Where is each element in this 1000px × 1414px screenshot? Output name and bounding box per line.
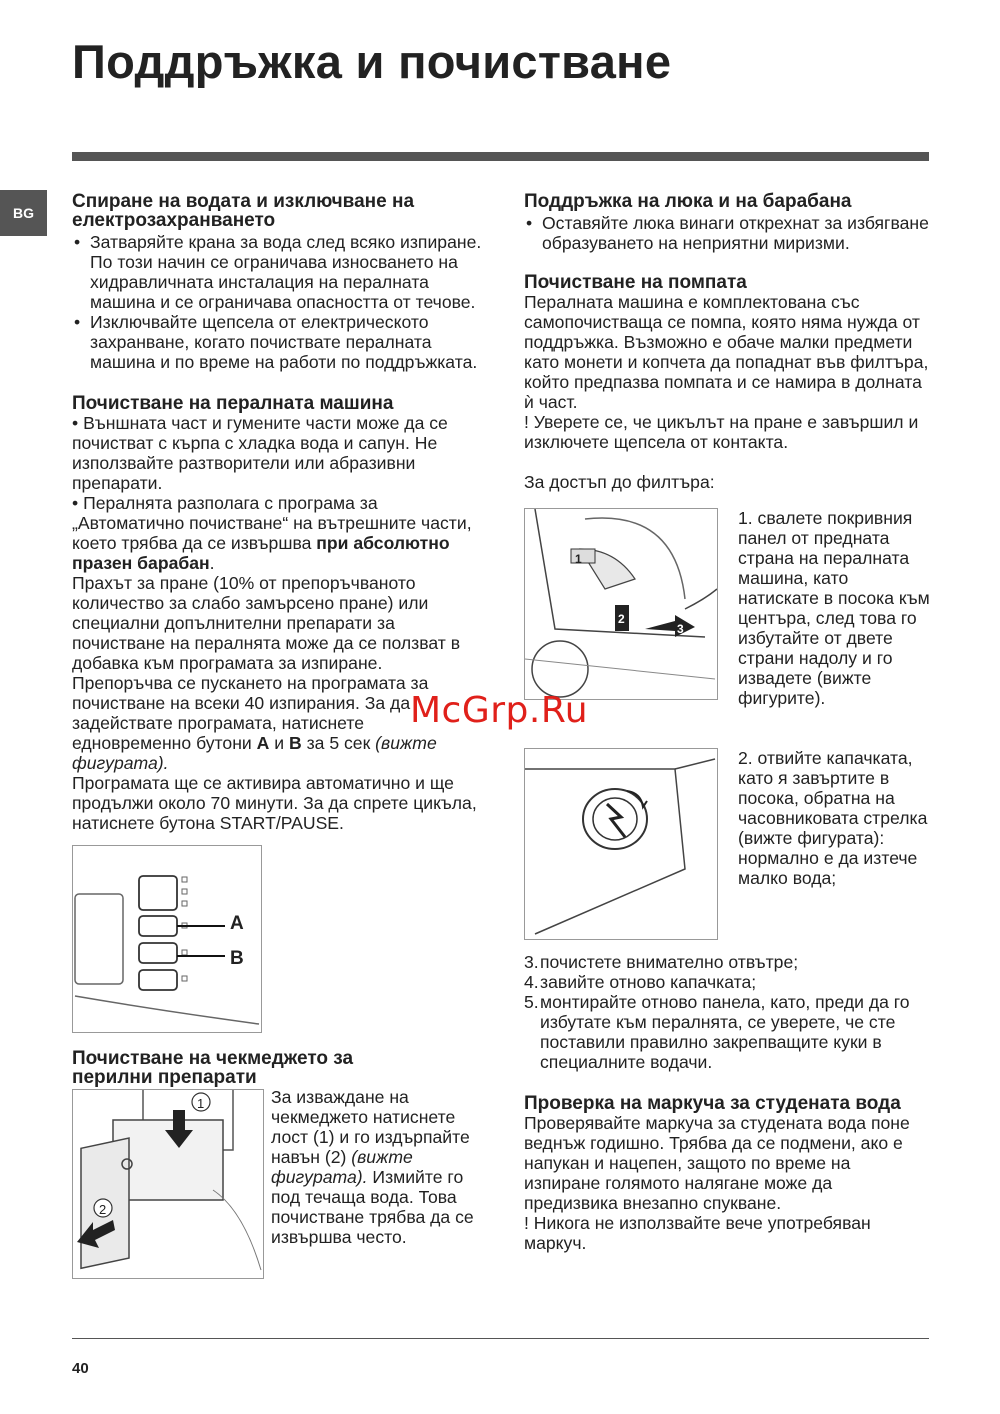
title-divider bbox=[72, 152, 929, 161]
footer-divider bbox=[72, 1338, 929, 1339]
language-tab: BG bbox=[0, 190, 47, 236]
panel-step-1: 1 bbox=[575, 552, 582, 566]
list-item: • Оставяйте люка винаги открехнат за избягване образуването на неприятни миризми. bbox=[524, 213, 930, 253]
list-item: • Изключвайте щепсела от електрическото захранване, когато почиствате пералната машина и по време на работи по поддръжката. bbox=[72, 312, 482, 372]
section-heading-door-drum: Поддръжка на люка и на барабана bbox=[524, 191, 852, 212]
paragraph-text: за 5 сек bbox=[306, 733, 371, 753]
label-b: B bbox=[230, 948, 244, 969]
pump-steps-list bbox=[524, 952, 930, 1072]
list-text: почистете внимателно отвътре; bbox=[540, 952, 799, 972]
control-panel-figure bbox=[72, 845, 262, 1033]
conjunction: и bbox=[274, 733, 285, 753]
list-number: 5. bbox=[524, 992, 539, 1012]
emphasis-text: при абсолютно празен барабан bbox=[72, 533, 450, 573]
list-text: монтирайте отново панела, като, преди да го избутате към пералнята, се уверете, че сте поставили правилно закрепващите куки в специалните водачи. bbox=[540, 992, 910, 1072]
list-item bbox=[524, 972, 930, 992]
list-item bbox=[524, 952, 930, 972]
filter-cap-figure bbox=[524, 748, 718, 940]
paragraph: ! Никога не използвайте вече употребяван маркуч. bbox=[524, 1213, 871, 1253]
list-item bbox=[524, 992, 930, 1072]
drawer-block bbox=[72, 1087, 482, 1287]
panel-removal-illustration bbox=[525, 509, 717, 699]
drawer-illustration bbox=[73, 1090, 263, 1278]
bullet-text: Пералнята разполага с програма за „Автоматично почистване“ на вътрешните части, което трябва да се извършва bbox=[72, 493, 472, 553]
panel-step-3: 3 bbox=[677, 622, 684, 636]
button-a-ref: A bbox=[256, 733, 270, 753]
section-heading-machine-cleaning: Почистване на пералната машина bbox=[72, 393, 394, 414]
figure-reference: (вижте фигурата). bbox=[72, 733, 437, 773]
paragraph: Пералната машина е комплектована със самопочистваща се помпа, която няма нужда от поддръжка. Възможно е обаче малки предмети като монети и копчета да попаднат във филтъра, който предпазва помпата и се намира в долната ѝ част. bbox=[524, 292, 929, 412]
panel-removal-figure bbox=[524, 508, 718, 700]
section-heading-detergent-drawer: Почистване на чекмеджето за перилни препарати bbox=[72, 1048, 354, 1088]
list-text: завийте отново капачката; bbox=[540, 972, 757, 992]
control-panel-illustration bbox=[73, 846, 261, 1032]
paragraph: Програмата ще се активира автоматично и ще продължи около 70 минути. За да спрете цикъла, натиснете бутона START/PAUSE. bbox=[72, 773, 477, 833]
bullet-text: Външната част и гумените части може да се почистват с кърпа с хладка вода и сапун. Не използвайте разтворители или абразивни препарати. bbox=[72, 413, 448, 493]
figure-reference: (вижте фигурата). bbox=[271, 1147, 413, 1187]
drawer-step-2: 2 bbox=[99, 1202, 107, 1217]
pump-step-2: 2. отвийте капачката, като я завъртите в посока, обратна на часовниковата стрелка (вижте фигурата): нормално е да изтече малко вода; bbox=[738, 748, 928, 888]
label-a: A bbox=[230, 913, 244, 934]
left-column bbox=[72, 192, 482, 1287]
paragraph-text: За изваждане на чекмеджето натиснете лост (1) и го издърпайте навън (2) bbox=[271, 1087, 470, 1167]
paragraph: • Външната част и гумените части може да се почистват с кърпа с хладка вода и сапун. Не използвайте разтворители или абразивни препарати. bbox=[72, 413, 448, 493]
page-number: 40 bbox=[72, 1360, 89, 1377]
paragraph: ! Уверете се, че цикълът на пране е завършил и изключете щепсела от контакта. bbox=[524, 412, 919, 452]
water-power-list bbox=[72, 232, 482, 372]
drawer-figure bbox=[72, 1089, 264, 1279]
watermark: McGrp.Ru bbox=[410, 690, 589, 731]
page-title: Поддръжка и почистване bbox=[72, 35, 672, 88]
door-drum-list bbox=[524, 213, 930, 253]
button-b-ref: B bbox=[288, 733, 302, 753]
panel-step-2: 2 bbox=[618, 612, 625, 626]
pump-step-1: 1. свалете покривния панел от предната страна на пералната машина, като натискате в посока към центъра, след това го избутайте от двете страни надолу и го извадете (вижте фигурите). bbox=[738, 508, 930, 708]
list-number: 3. bbox=[524, 952, 539, 972]
paragraph: За достъп до филтъра: bbox=[524, 472, 715, 492]
section-heading-pump: Почистване на помпата bbox=[524, 272, 747, 293]
paragraph bbox=[72, 573, 482, 773]
paragraph: • Пералнята разполага с програма за „Автоматично почистване“ на вътрешните части, което трябва да се извършва при абсолютно празен барабан. bbox=[72, 493, 472, 573]
list-number: 4. bbox=[524, 972, 539, 992]
paragraph-text: Прахът за пране (10% от препоръчваното количество за слабо замърсено пране) или специални допълнителни препарати за почистване на пералнята може да се ползват в добавка към програмата за изпиране. Препоръчва се пускането на програмата за почистване на всеки 40 изпирания. За да задействате програмата, натиснете едновременно бутони bbox=[72, 573, 461, 753]
paragraph-text: Измийте го под течаща вода. Това почистване трябва да се извършва често. bbox=[271, 1167, 474, 1247]
pump-step2-block bbox=[524, 748, 930, 948]
section-heading-water-power: Спиране на водата и изключване на електрозахранването bbox=[72, 191, 415, 231]
drawer-instructions bbox=[271, 1087, 481, 1247]
section-heading-hose-check: Проверка на маркуча за студената вода bbox=[524, 1093, 901, 1114]
drawer-step-1: 1 bbox=[197, 1096, 205, 1111]
filter-cap-illustration bbox=[525, 749, 717, 939]
punctuation: . bbox=[209, 553, 215, 573]
list-item: • Затваряйте крана за вода след всяко изпиране. По този начин се ограничава износването на хидравличната инсталация на пералната машина и се ограничава опасността от течове. bbox=[72, 232, 482, 312]
paragraph: Проверявайте маркуча за студената вода поне веднъж годишно. Трябва да се подмени, ако е напукан и нацепен, защото по време на изпиране голямото налягане може да предизвика внезапно спукване. bbox=[524, 1113, 910, 1213]
